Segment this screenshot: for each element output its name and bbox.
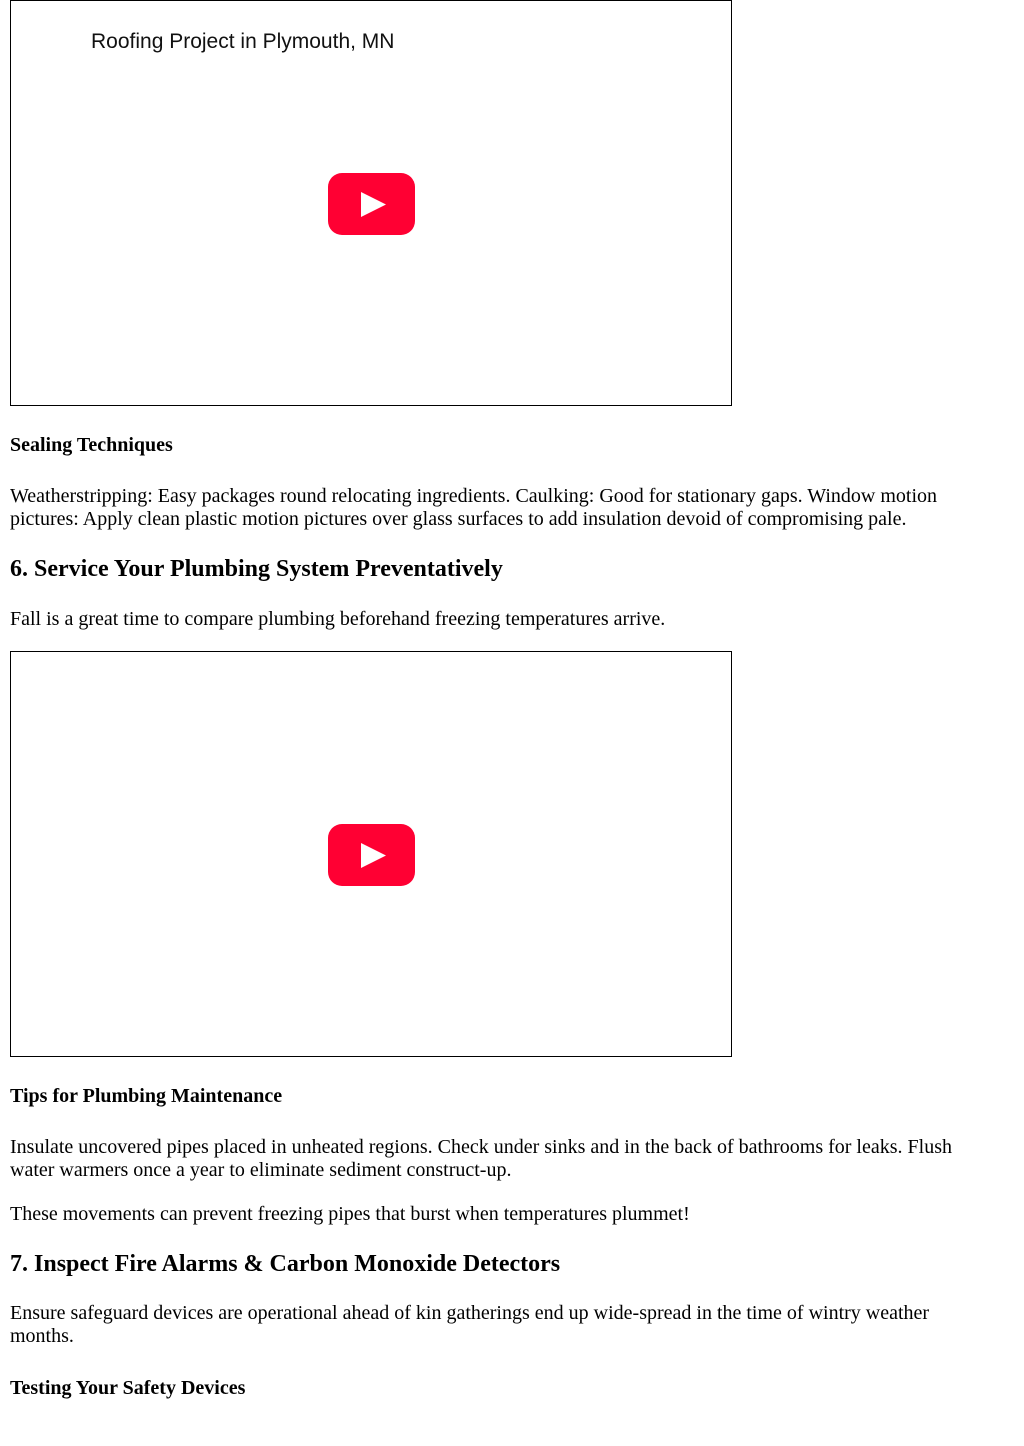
section-heading-plumbing: 6. Service Your Plumbing System Preventatively — [10, 556, 503, 582]
paragraph-sealing: Weatherstripping: Easy packages round relocating ingredients. Caulking: Good for stationary gaps. Window motion pictures: Apply clean plastic motion pictures over glass surfaces to add insulation devoid of compromising pale. — [10, 485, 938, 530]
video-title[interactable]: Roofing Project in Plymouth, MN — [91, 30, 395, 53]
play-button[interactable] — [328, 824, 415, 886]
play-icon — [361, 192, 386, 217]
video-embed-roofing[interactable] — [10, 0, 732, 406]
paragraph-plumbing-outro: These movements can prevent freezing pipes that burst when temperatures plummet! — [10, 1203, 690, 1225]
play-button[interactable] — [328, 173, 415, 235]
section-heading-sealing: Sealing Techniques — [10, 434, 173, 456]
video-embed-plumbing[interactable] — [10, 651, 732, 1057]
paragraph-plumbing-tips: Insulate uncovered pipes placed in unheated regions. Check under sinks and in the back of bathrooms for leaks. Flush water warmers once a year to eliminate sediment construct-up. — [10, 1136, 952, 1181]
section-heading-testing: Testing Your Safety Devices — [10, 1377, 246, 1399]
paragraph-plumbing-intro: Fall is a great time to compare plumbing beforehand freezing temperatures arrive. — [10, 608, 666, 630]
paragraph-fire: Ensure safeguard devices are operational ahead of kin gatherings end up wide-spread in the time of wintry weather months. — [10, 1302, 930, 1347]
section-heading-plumbing-tips: Tips for Plumbing Maintenance — [10, 1085, 283, 1107]
play-icon — [361, 843, 386, 868]
section-heading-fire: 7. Inspect Fire Alarms & Carbon Monoxide Detectors — [10, 1251, 561, 1277]
